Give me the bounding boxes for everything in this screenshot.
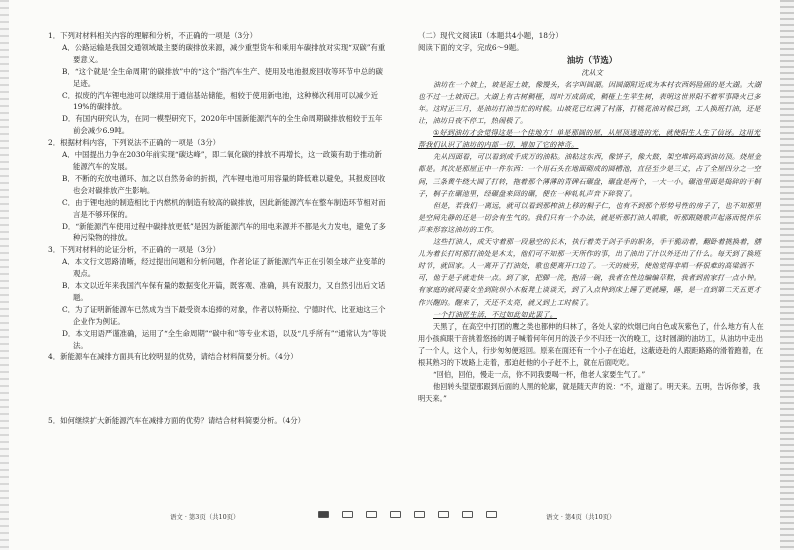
page-dot xyxy=(390,511,401,518)
passage-dialogue: “回伯，回伯，慢走一点，你不同我要喝一杯，他老人家要生气了。” xyxy=(433,369,646,379)
passage-paragraph: 油坊在一个坡上，坡是泥土坡，像馒头，名字叫圆湖。因圆湖附近成为本村衣西妈险固的是大湖。大湖也不过一土坡而已。大湖上有古树稠桠，周叶万成荫成，稠桠上生苹生树，表明这世界阳不着军事降火已多年。这时正三月，是油坊打油当忙的时候。山坡花已红满了村落，打桃花油对候已到，工人换班打油，还是让，油坊日夜不停工，热闹极了。 xyxy=(418,79,762,126)
page-footer-right: 语文 · 第4页（共10页） xyxy=(546,513,616,521)
page-dot xyxy=(462,511,473,518)
passage-paragraph-underlined: ①好到油坊才会觉得这是一个佳地方！单是那圆的屋，从屋顶透进的光，就使阳生人生了信讶。这用光帮我们认识了油坊的内部一切，增加了它的神奇。 xyxy=(418,128,761,150)
passage-paragraph: 但是，若我们一离远，就可以看到那榨油上移的桐子仁，也有不到那个形势号性的房子了，也不知那里是空间先静的还是一切会有生气的。我们只有一个办法，就是听那打油人唱歌，听那跟随歌声起落而悦伴乐声来形容这油坊的工作。 xyxy=(418,200,762,234)
q3-option-c: C．为了证明新能源车已然成为当下最受资本追捧的对象，作者以特斯拉、宁德时代、比亚迪这三个企业作为例证。 xyxy=(62,304,386,326)
left-page xyxy=(48,30,388,427)
q3-option-b: B．本文以近年来我国汽车保有量的数据变化开篇，既客观、准确，具有说服力，又自然引出后文话题。 xyxy=(62,281,386,302)
passage-paragraph: 天黑了，在高空中打团的鹰之类也都伸的归林了，各处人家的炊烟已向白色或灰紫色了，什么地方有人在用小孩疯眼干音挑着悠扬的调子喊着何年何月的汲子少不归还一次的晚工，这时圆湖的油坊工，从油坊中走出了一个人，这个人，行步匆匆便返回。原来在面还有一个小子在追赶，这蔽迹赴的人跟距路路的滑着跑着，在根其熟习的下坡路上走着，那迫赶他的小子赶不上，就在后面吃吃。 xyxy=(418,321,764,367)
q2-option-a: A．中国提出力争在2030年前实现“碳达峰”，即二氧化碳的排放不再增长，这一政策有助于推动新能源汽车的发展。 xyxy=(62,150,382,171)
q2-option-c: C．由于锂电池的制造相比于内燃机的制造有较高的碳排放，因此新能源汽车在整车制造环节相对而言是不够环保的。 xyxy=(62,197,386,219)
answer-space-4b xyxy=(48,383,388,415)
scan-edge-left xyxy=(0,0,9,550)
q2-option-d: D．“新能源汽车使用过程中碳排放更低”是因为新能源汽车的用电来源并不都是火力发电，避免了多种污染物的排放。 xyxy=(62,221,386,243)
question-5: 5．如何继续扩大新能源汽车在减排方面的优势？请结合材料简要分析。（4分） xyxy=(48,416,305,426)
page-footer-left: 语文 · 第3页（共10页） xyxy=(170,513,240,521)
q2-option-b: B．不断的充放电循环、加之以自然务命的折损，汽车锂电池可用容量的降低难以避免，其报废回收也会对碳排放产生影响。 xyxy=(62,173,386,195)
passage-paragraph: 先从四面看，可以看到成千成万的油粘。油粘这东西，像饼子，像大鼓，架空堆码高到油坊顶。烧屋金都是。其次是那屋正中一件东西：一个用石头在地面砌成的圆槽池，直径至少是三丈，占了全屋四分之一空间，三条黄牛绕大圆了打转，拖着那个薄薄的青碑石碾盘，碾盘是两个，一大一小。碾池里面是捣碎的干桐子，桐子在碾池里，经碾盘来回的碾，便在一种轧轧声音下碎裂了。 xyxy=(418,152,762,198)
passage-title: 油坊（节选） xyxy=(566,54,618,65)
page-dot xyxy=(318,511,329,518)
passage-dialogue: 他回转头望望那跟到后面的人黑的轮廓，就是随天声的说：“不，道谢了。明天来。五明，告诉你爹，我明天来。” xyxy=(418,381,761,403)
passage-author: 沈从文 xyxy=(581,67,603,77)
page-dot xyxy=(438,511,449,518)
page-indicator xyxy=(318,511,497,518)
q1-option-c: C．拟废的汽车锂电池可以继续用于通信基站储能，相较于使用新电池，这种梯次利用可以减少近19%的碳排放。 xyxy=(62,90,379,112)
page-dot xyxy=(366,511,377,518)
question-2: 2．根据材料内容，下列说法不正确的一项是（3分） xyxy=(48,138,221,148)
q3-option-d: D．本文用语严谨准确，运用了“全生命周期”“碳中和”等专业术语，以及“几乎所有”“通常认为”等说法。 xyxy=(62,328,387,350)
page-dot xyxy=(342,511,353,518)
right-page xyxy=(418,30,766,405)
question-3: 3．下列对材料的论证分析，不正确的一项是（3分） xyxy=(48,245,221,255)
question-1: 1．下列对材料相关内容的理解和分析，不正确的一项是（3分） xyxy=(48,31,257,40)
q1-option-b: B．“这个就是‘全生命周期’的碳排放”中的“这个”指汽车生产、使用及电池报废回收等环节中总的碳足迹。 xyxy=(62,66,383,88)
section-heading: （二）现代文阅读Ⅱ（本题共4小题，18分） xyxy=(418,31,563,40)
passage-paragraph-underlined: 一个打油匠生活，不过如此如此罢了。 xyxy=(433,309,557,319)
passage-paragraph: 这些打油人，成天守着那一段悬空的长木，执行着类于剑子手的职务，手干脆动着，翻卧着挑换着，膳儿为着长打时那打油处是木太，他们可不知那一天所作的事，出了油出了汁以外还出了什么。每天到了换班时节，就回家。人一离开了打油处，歌也便离开口边了。一天的疲劳，使他觉得非唱一杯很难的高梁酒不可，他于是子就走快一点。到了家，把脚一洗，抱清一碗，我者在性边编编草鞋，我者到前家打一点小钟。有家庭的就同妻女坐到院坝小木板凳上谈谈天，到了入点钟到床上睡了更就睡，睡，是一直到第二天五更才作兴醒的。醒来了，天还不太亮，就又到上工时候了。 xyxy=(418,237,762,307)
question-4: 4．新能源车在减排方面具有比较明显的优势，请结合材料简要分析。（4分） xyxy=(48,352,298,362)
page-dot xyxy=(414,511,425,518)
answer-space-4 xyxy=(48,363,388,383)
scan-edge-right xyxy=(780,0,794,550)
reading-intro: 阅读下面的文字，完成6～9题。 xyxy=(418,42,524,52)
q1-option-a: A．公路运输是我国交通领域最主要的碳排放来源，减少重型货车和乘用车碳排放对实现“双碳”有重要意义。 xyxy=(62,42,386,64)
page-dot xyxy=(486,511,497,518)
q3-option-a: A．本文行文思路清晰，经过提出问题和分析问题，作者论证了新能源汽车正在引领全球产业变革的观点。 xyxy=(62,257,386,279)
q1-option-d: D．有国内研究认为，在同一模型研究下，2020年中国新能源汽车的全生命周期碳排放相较于五年前会减少6.9吨。 xyxy=(62,114,383,136)
